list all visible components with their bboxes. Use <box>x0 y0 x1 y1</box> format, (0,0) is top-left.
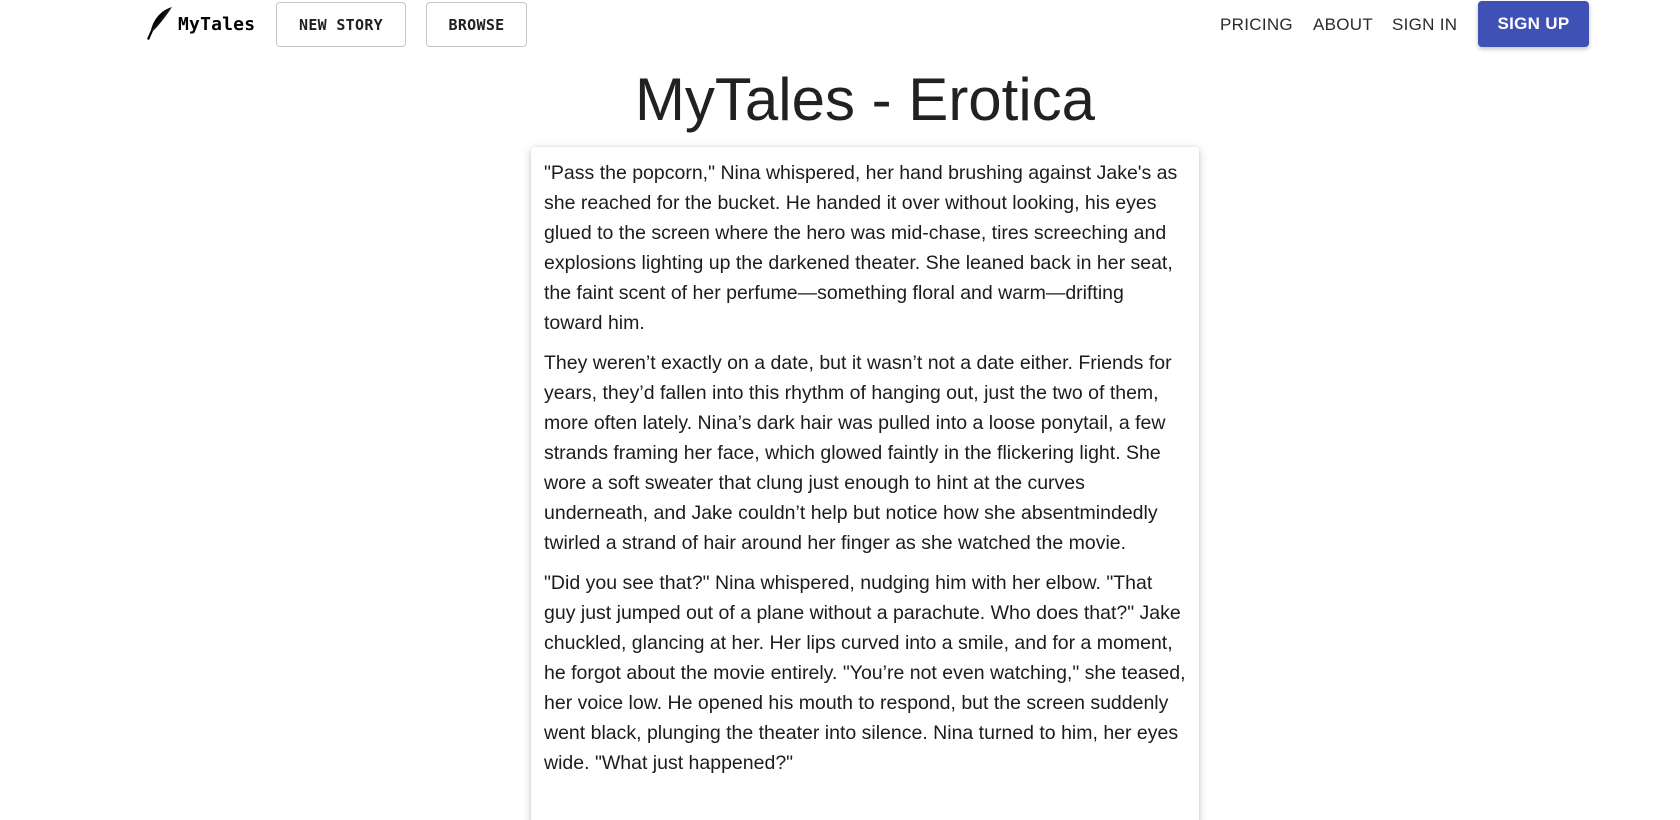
story-card <box>531 147 1199 820</box>
about-link[interactable]: ABOUT <box>1313 14 1374 34</box>
top-navigation-bar <box>0 0 1680 52</box>
story-paragraph: They weren’t exactly on a date, but it wasn’t not a date either. Friends for years, they’d fallen into this rhythm of hanging out, just the two of them, more often lately. Nina’s dark hair was pulled into a loose ponytail, a few strands framing her face, which glowed faintly in the flickering light. She wore a soft sweater that clung just enough to hint at the curves underneath, and Jake couldn’t help but notice how she absentmindedly twirled a strand of hair around her finger as she watched the movie. <box>544 352 1172 554</box>
sign-in-link[interactable]: SIGN IN <box>1392 14 1458 34</box>
story-paragraph: "Pass the popcorn," Nina whispered, her hand brushing against Jake's as she reached for the bucket. He handed it over without looking, his eyes glued to the screen where the hero was mid-chase, tires screeching and explosions lighting up the darkened theater. She leaned back in her seat, the faint scent of her perfume—something floral and warm—drifting toward him. <box>544 162 1178 334</box>
quill-pen-icon <box>144 6 174 42</box>
sign-up-button[interactable]: SIGN UP <box>1478 1 1589 47</box>
pricing-link[interactable]: PRICING <box>1220 14 1293 34</box>
story-paragraph: "Did you see that?" Nina whispered, nudging him with her elbow. "That guy just jumped out of a plane without a parachute. Who does that?" Jake chuckled, glancing at her. Her lips curved into a smile, and for a moment, he forgot about the movie entirely. "You’re not even watching," she teased, her voice low. He opened his mouth to respond, but the screen suddenly went black, plunging the theater into silence. Nina turned to him, her eyes wide. "What just happened?" <box>544 572 1186 774</box>
browse-button[interactable]: BROWSE <box>426 2 527 47</box>
page-title: MyTales - Erotica <box>634 66 1096 133</box>
brand-logo-link[interactable] <box>144 4 255 44</box>
brand-name: MyTales <box>178 13 256 35</box>
new-story-button[interactable]: NEW STORY <box>276 2 406 47</box>
